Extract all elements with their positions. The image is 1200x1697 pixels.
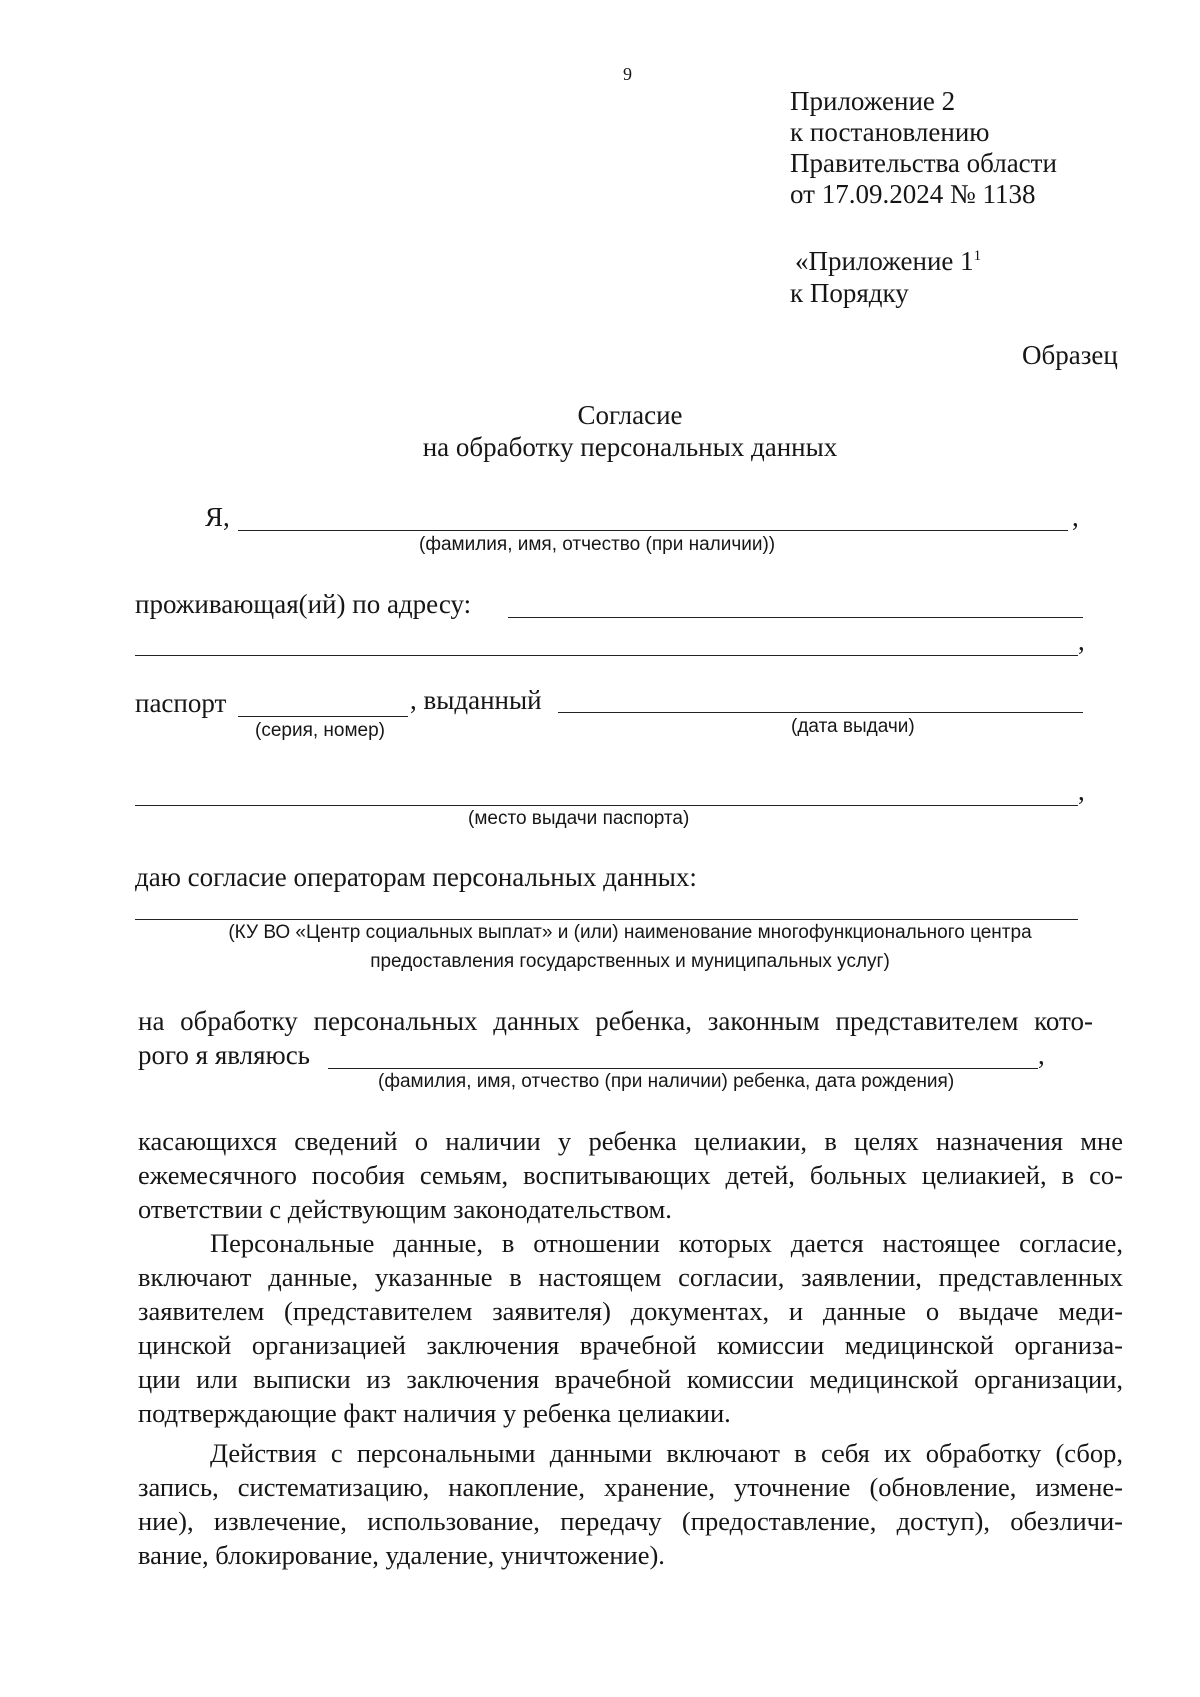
issue-place-blank[interactable] bbox=[135, 805, 1078, 806]
appendix-header-line: Правительства области bbox=[790, 148, 1057, 178]
address-label: проживающая(ий) по адресу: bbox=[135, 589, 472, 619]
child-caption: (фамилия, имя, отчество (при наличии) ребенка, дата рождения) bbox=[378, 1071, 955, 1092]
appendix-ref-line: «Приложение 1 bbox=[795, 246, 974, 276]
paragraph-line: Персональные данные, в отношении которых дается настоящее согласие, bbox=[210, 1228, 1123, 1258]
place-caption: (место выдачи паспорта) bbox=[468, 808, 690, 829]
paragraph-line: включают данные, указанные в настоящем согласии, заявлении, представленных bbox=[138, 1262, 1123, 1292]
page-number: 9 bbox=[623, 64, 632, 84]
i-label: Я, bbox=[205, 502, 230, 532]
paragraph-line: вание, блокирование, удаление, уничтожение). bbox=[138, 1540, 665, 1570]
address-blank-line-1[interactable] bbox=[508, 617, 1083, 618]
child-line-2: рого я являюсь bbox=[138, 1040, 310, 1070]
paragraph-line: ответствии с действующим законодательством. bbox=[138, 1194, 672, 1224]
child-blank-line[interactable] bbox=[328, 1068, 1038, 1069]
fio-caption: (фамилия, имя, отчество (при наличии)) bbox=[419, 534, 776, 555]
appendix-ref-superscript: 1 bbox=[973, 248, 982, 264]
paragraph-line: ние), извлечение, использование, передачу (предоставление, доступ), обезличи- bbox=[138, 1506, 1123, 1536]
paragraph-line: ежемесячного пособия семьям, воспитывающих детей, больных целиакией, в со- bbox=[138, 1160, 1123, 1190]
fio-blank-line[interactable] bbox=[238, 530, 1068, 531]
paragraph-line: Действия с персональными данными включают в себя их обработку (сбор, bbox=[210, 1438, 1123, 1468]
operators-label: даю согласие операторам персональных данных: bbox=[135, 862, 697, 892]
issue-date-blank[interactable] bbox=[558, 712, 1083, 713]
child-line-1: на обработку персональных данных ребенка, законным представителем кото- bbox=[138, 1006, 1093, 1036]
passport-number-blank[interactable] bbox=[238, 716, 408, 717]
sample-label: Образец bbox=[1022, 340, 1118, 370]
address-blank-line-2[interactable] bbox=[135, 655, 1078, 656]
appendix-header bbox=[790, 86, 1057, 210]
appendix-header-line: к постановлению bbox=[790, 117, 990, 147]
address-suffix: , bbox=[1078, 626, 1085, 656]
child-suffix: , bbox=[1038, 1040, 1045, 1070]
operators-blank[interactable] bbox=[135, 919, 1078, 920]
series-caption: (серия, номер) bbox=[255, 720, 386, 741]
paragraph-line: ции или выписки из заключения врачебной комиссии медицинской организации, bbox=[138, 1364, 1123, 1394]
paragraph-line: заявителем (представителем заявителя) документах, и данные о выдаче меди- bbox=[138, 1296, 1123, 1326]
operators-caption-1: (КУ ВО «Центр социальных выплат» и (или) наименование многофункционального центра bbox=[228, 922, 1032, 943]
appendix-reference bbox=[795, 246, 981, 277]
document-title: Согласие bbox=[577, 400, 683, 430]
document-subtitle: на обработку персональных данных bbox=[422, 432, 838, 462]
paragraph-purpose bbox=[138, 1124, 1123, 1226]
i-suffix: , bbox=[1072, 502, 1079, 532]
issued-label: , выданный bbox=[410, 685, 542, 715]
passport-label: паспорт bbox=[135, 688, 227, 718]
paragraph-line: подтверждающие факт наличия у ребенка целиакии. bbox=[138, 1398, 731, 1428]
operators-caption-2: предоставления государственных и муниципальных услуг) bbox=[370, 951, 890, 972]
paragraph-line: касающихся сведений о наличии у ребенка целиакии, в целях назначения мне bbox=[138, 1126, 1123, 1156]
place-suffix: , bbox=[1078, 776, 1085, 806]
paragraph-actions bbox=[138, 1436, 1123, 1572]
paragraph-line: запись, систематизацию, накопление, хранение, уточнение (обновление, измене- bbox=[138, 1472, 1123, 1502]
paragraph-line: цинской организацией заключения врачебной комиссии медицинской организа- bbox=[138, 1330, 1123, 1360]
paragraph-personal-data bbox=[138, 1226, 1123, 1430]
appendix-header-line: Приложение 2 bbox=[790, 86, 956, 116]
appendix-header-line: от 17.09.2024 № 1138 bbox=[790, 179, 1036, 209]
appendix-ref-line-2: к Порядку bbox=[790, 278, 909, 308]
date-caption: (дата выдачи) bbox=[791, 716, 915, 737]
